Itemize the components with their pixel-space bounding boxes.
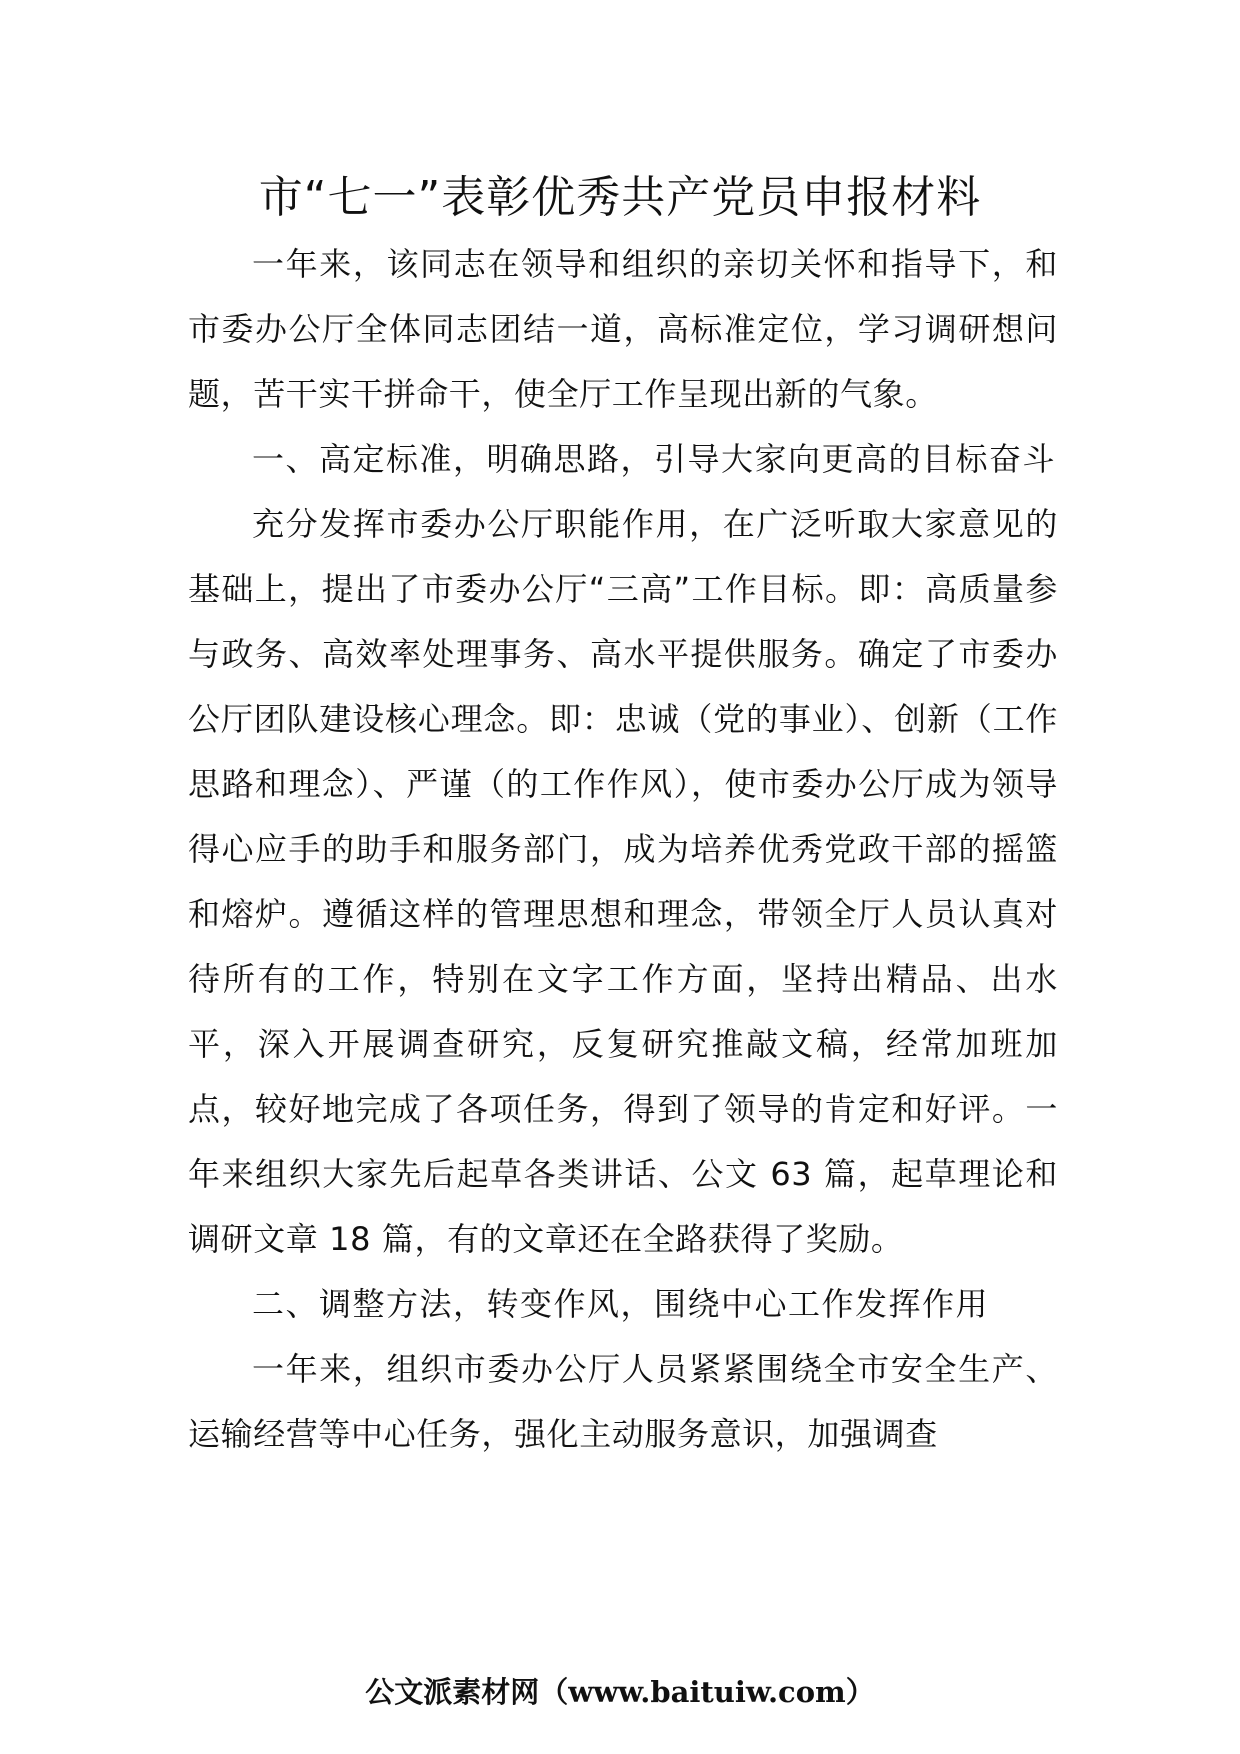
section-heading-1: 一、高定标准，明确思路，引导大家向更高的目标奋斗 <box>252 440 1057 478</box>
footer-watermark: 公文派素材网（www.baituiw.com） <box>365 1675 875 1709</box>
document-body <box>188 232 1058 1467</box>
document-title: 市“七一”表彰优秀共产党员申报材料 <box>258 172 982 223</box>
paragraph-section-2: 一年来，组织市委办公厅人员紧紧围绕全市安全生产、运输经营等中心任务，强化主动服务意识，加强调查 <box>188 1350 1058 1453</box>
section-heading-2: 二、调整方法，转变作风，围绕中心工作发挥作用 <box>252 1285 990 1323</box>
paragraph-section-1: 充分发挥市委办公厅职能作用，在广泛听取大家意见的基础上，提出了市委办公厅“三高”工作目标。即：高质量参与政务、高效率处理事务、高水平提供服务。确定了市委办公厅团队建设核心理念。即：忠诚（党的事业）、创新（工作思路和理念）、严谨（的工作作风），使市委办公厅成为领导得心应手的助手和服务部门，成为培养优秀党政干部的摇篮和熔炉。遵循这样的管理思想和理念，带领全厅人员认真对待所有的工作，特别在文字工作方面，坚持出精品、出水平，深入开展调查研究，反复研究推敲文稿，经常加班加点，较好地完成了各项任务，得到了领导的肯定和好评。一年来组织大家先后起草各类讲话、公文 63 篇，起草理论和调研文章 18 篇，有的文章还在全路获得了奖励。 <box>188 505 1058 1258</box>
paragraph-intro: 一年来，该同志在领导和组织的亲切关怀和指导下，和市委办公厅全体同志团结一道，高标准定位，学习调研想问题，苦干实干拼命干，使全厅工作呈现出新的气象。 <box>188 245 1058 413</box>
